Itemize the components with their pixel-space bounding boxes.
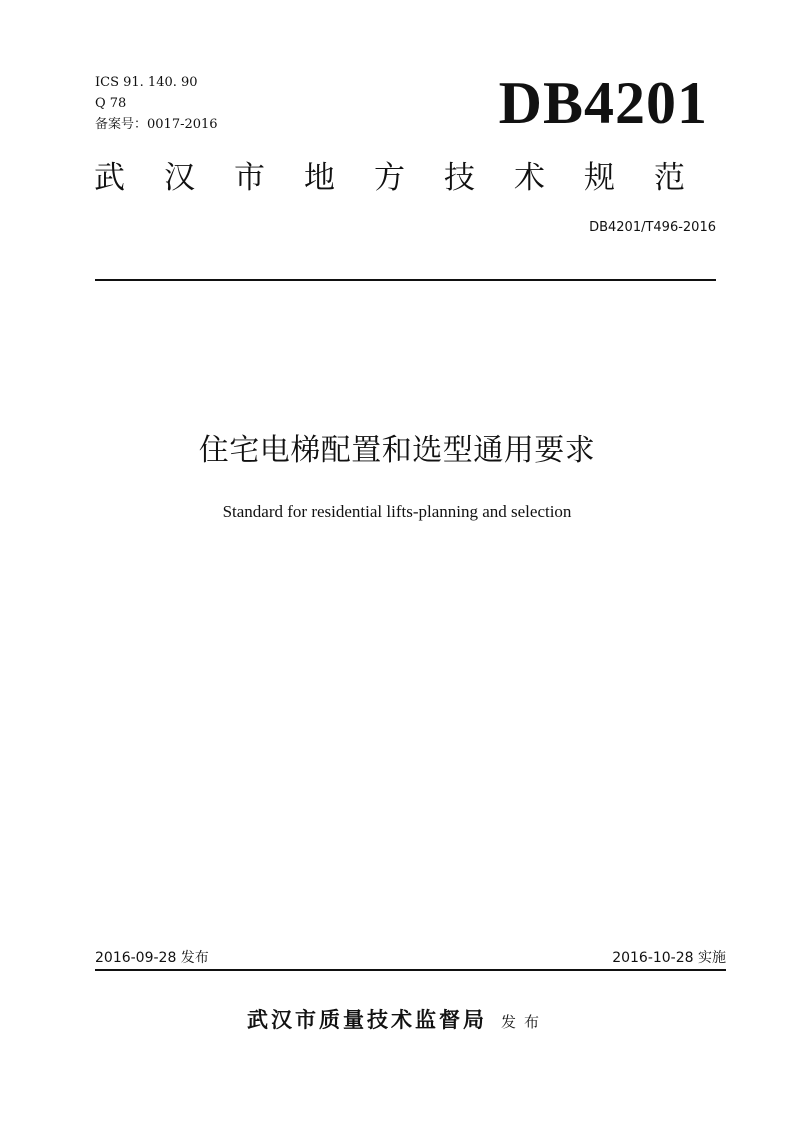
issuer-suffix: 发布 bbox=[500, 1013, 547, 1031]
document-type-heading: 武汉市地方技术规范 bbox=[94, 160, 724, 196]
top-divider bbox=[95, 279, 716, 281]
standard-number: DB4201/T496-2016 bbox=[589, 220, 716, 235]
title-chinese: 住宅电梯配置和选型通用要求 bbox=[198, 433, 596, 468]
issuer-name: 武汉市质量技术监督局 bbox=[246, 1008, 487, 1032]
bottom-divider bbox=[95, 969, 726, 971]
standard-code-large: DB4201 bbox=[498, 70, 708, 136]
implementation-date: 2016-10-28 实施 bbox=[612, 950, 726, 966]
filing-number: 备案号：0017-2016 bbox=[95, 117, 218, 132]
release-date: 2016-09-28 发布 bbox=[95, 950, 209, 966]
ics-code: ICS 91. 140. 90 bbox=[95, 75, 198, 90]
issuer-block bbox=[0, 1004, 794, 1034]
ccs-code: Q 78 bbox=[95, 96, 127, 111]
title-english: Standard for residential lifts-planning and selection bbox=[222, 502, 572, 521]
